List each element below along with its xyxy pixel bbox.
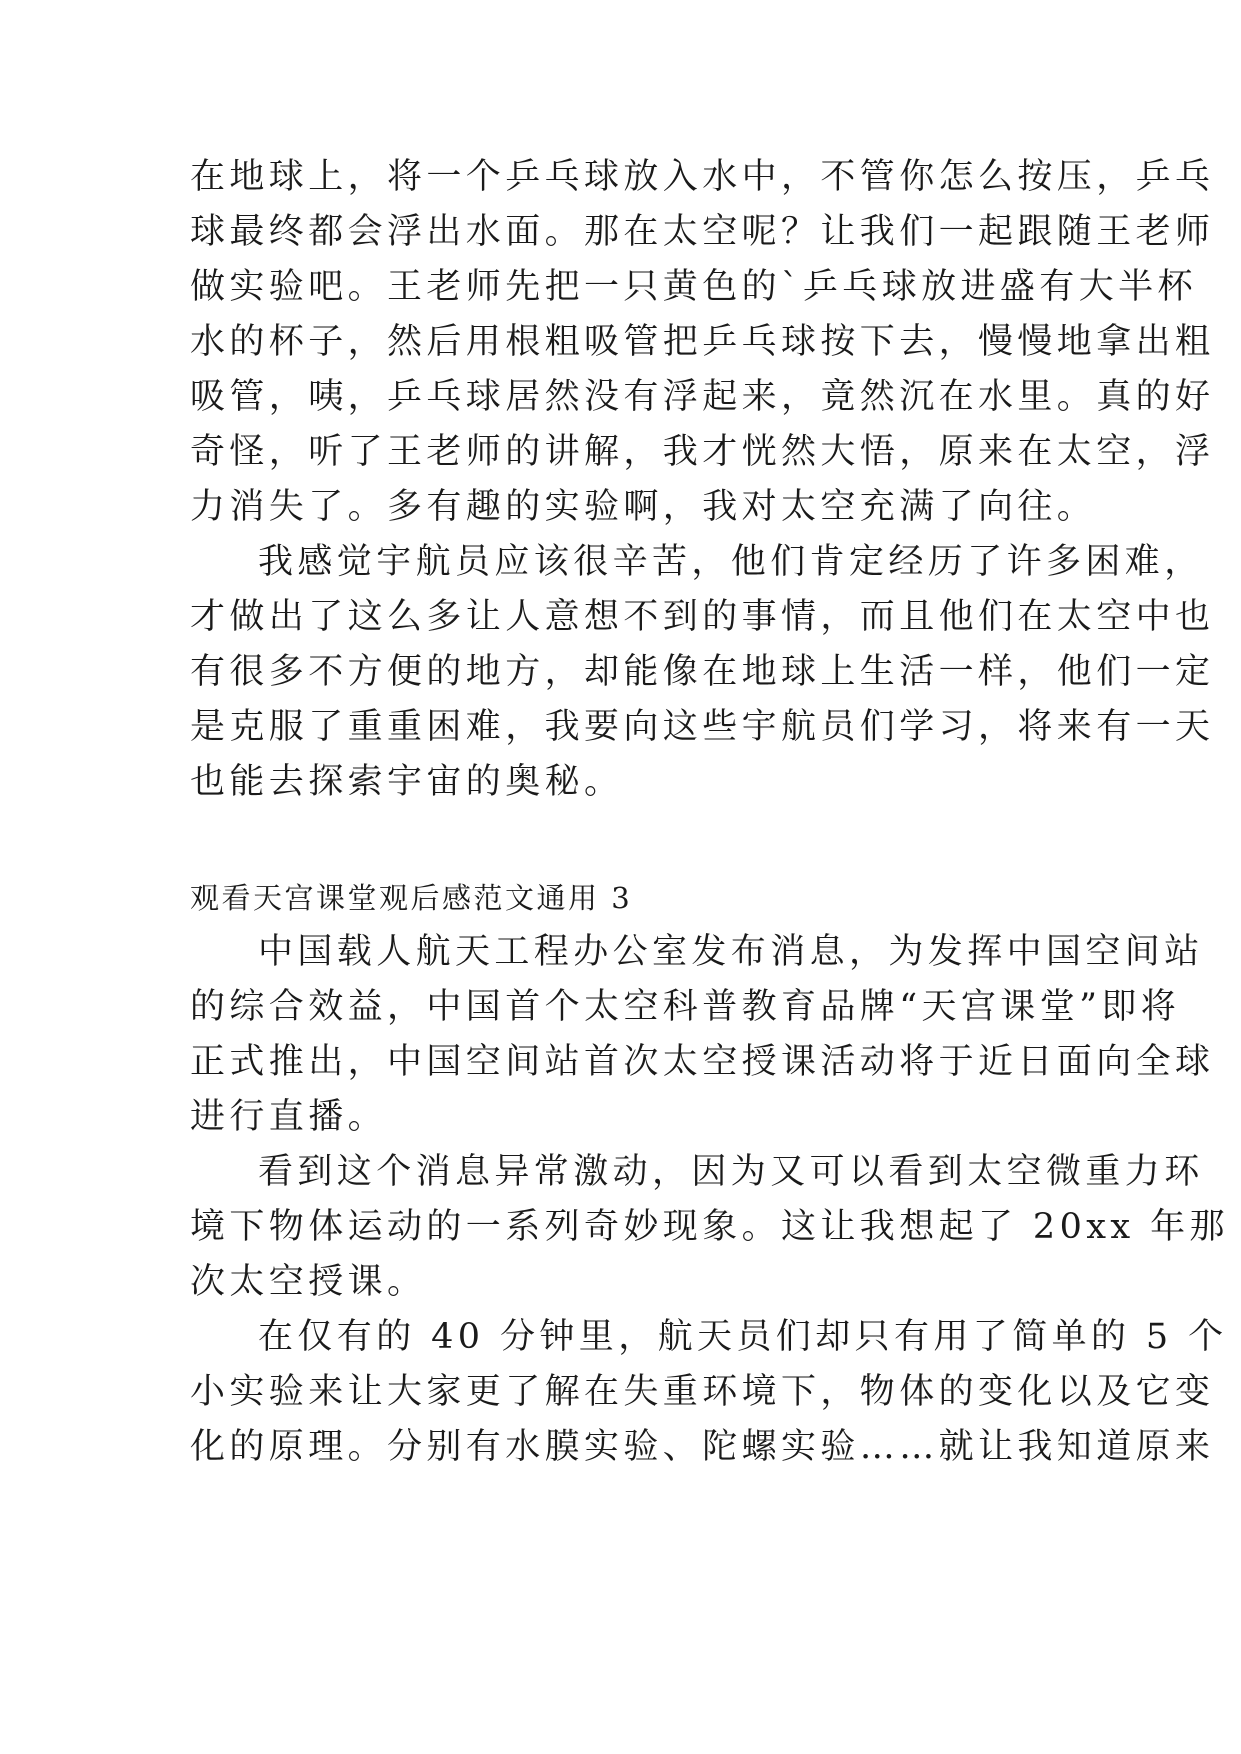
paragraph-1-line-4: 水的杯子，然后用根粗吸管把乒乓球按下去，慢慢地拿出粗 [190,322,1215,362]
paragraph-4-line-3: 次太空授课。 [190,1262,427,1302]
paragraph-4-line-2: 境下物体运动的一系列奇妙现象。这让我想起了 20xx 年那 [190,1207,1229,1247]
paragraph-5-line-1: 在仅有的 40 分钟里，航天员们却只有用了简单的 5 个 [258,1317,1228,1357]
paragraph-1-line-5: 吸管，咦，乒乓球居然没有浮起来，竟然沉在水里。真的好 [190,377,1215,417]
paragraph-1-line-3: 做实验吧。王老师先把一只黄色的`乒乓球放进盛有大半杯 [190,267,1197,307]
paragraph-3-line-2: 的综合效益，中国首个太空科普教育品牌“天宫课堂”即将 [190,987,1181,1027]
paragraph-5-line-3: 化的原理。分别有水膜实验、陀螺实验……就让我知道原来 [190,1427,1215,1467]
paragraph-2-line-5: 也能去探索宇宙的奥秘。 [190,762,624,802]
paragraph-1-line-6: 奇怪，听了王老师的讲解，我才恍然大悟，原来在太空，浮 [190,432,1215,472]
paragraph-1-line-7: 力消失了。多有趣的实验啊，我对太空充满了向往。 [190,487,1097,527]
paragraph-5-line-2: 小实验来让大家更了解在失重环境下，物体的变化以及它变 [190,1372,1215,1412]
paragraph-2-line-1: 我感觉宇航员应该很辛苦，他们肯定经历了许多困难， [258,542,1204,582]
section-heading: 观看天宫课堂观后感范文通用 3 [190,881,633,915]
paragraph-1-line-1: 在地球上，将一个乒乓球放入水中，不管你怎么按压，乒乓 [190,157,1215,197]
paragraph-2-line-2: 才做出了这么多让人意想不到的事情，而且他们在太空中也 [190,597,1215,637]
paragraph-2-line-3: 有很多不方便的地方，却能像在地球上生活一样，他们一定 [190,652,1215,692]
paragraph-1-line-2: 球最终都会浮出水面。那在太空呢？让我们一起跟随王老师 [190,212,1215,252]
paragraph-3-line-3: 正式推出，中国空间站首次太空授课活动将于近日面向全球 [190,1042,1215,1082]
paragraph-4-line-1: 看到这个消息异常激动，因为又可以看到太空微重力环 [258,1152,1204,1192]
paragraph-3-line-1: 中国载人航天工程办公室发布消息，为发挥中国空间站 [258,932,1204,972]
paragraph-3-line-4: 进行直播。 [190,1097,388,1137]
paragraph-2-line-4: 是克服了重重困难，我要向这些宇航员们学习，将来有一天 [190,707,1215,747]
